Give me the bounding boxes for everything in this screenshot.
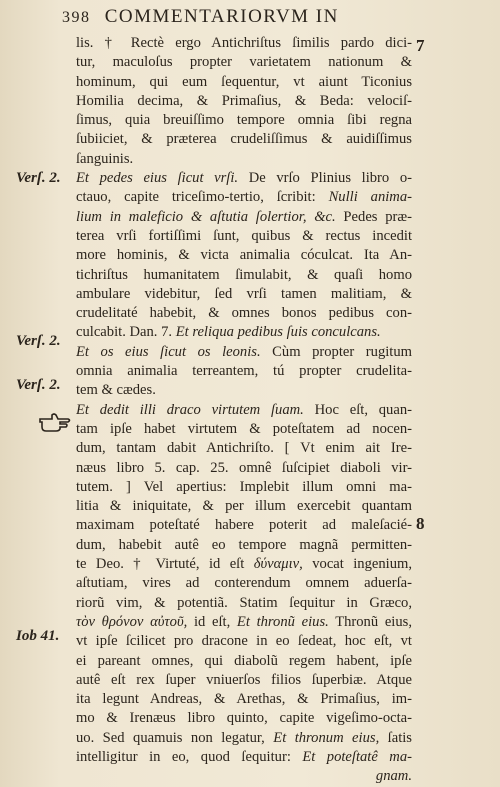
text-span: tur, maculoſus propter varietatem nationum & [76, 54, 412, 71]
text-span: ita legunt Andreas, & Arethas, & Primaſius, im- [76, 691, 412, 708]
text-span: more hominis, & victa animalia cóculcat. Ita An- [76, 247, 412, 264]
text-span: te Deo. † Virtuté, id eſt [76, 556, 254, 573]
text-line [76, 478, 412, 497]
text-span: autê eſt rex ſuper vniuerſos filios ſuperbiæ. Atque [76, 671, 412, 688]
italic-span: δύναμιν, [253, 556, 303, 573]
text-line [76, 285, 412, 304]
sidenote-vers-2-b: Verſ. 2. [16, 333, 61, 349]
margin-number: 7 [416, 36, 425, 55]
text-span: intelligitur in eo, quod ſequitur: [76, 748, 303, 765]
margin-number: 8 [416, 514, 425, 533]
text-line [76, 516, 412, 535]
italic-span: gnam. [375, 768, 412, 785]
text-line [76, 594, 412, 613]
text-span: ſanguinis. [76, 150, 134, 167]
text-line [76, 381, 412, 400]
text-line [76, 729, 412, 748]
text-line [76, 53, 412, 72]
text-line [76, 304, 412, 323]
italic-span: Et reliqua pedibus ſuis conculcans. [175, 324, 381, 341]
text-span: terea vrſi fortiſſimi ſunt, quibus & rectus incedit [76, 227, 412, 244]
running-title: COMMENTARIORVM IN [104, 6, 339, 27]
text-line [76, 439, 412, 458]
text-span: lis. † Rectè ergo Antichriſtus ſimilis pardo dici- [76, 35, 412, 51]
text-span: Thronũ eius, [328, 613, 412, 630]
text-line [76, 767, 412, 786]
text-line [76, 671, 412, 690]
text-span: ſimus, quia breuiſſimo tempore omnia ſibi regna [76, 112, 412, 129]
text-span: aſtutiam, vires ad conterendum omnem aduerſa- [76, 575, 412, 592]
text-line [76, 652, 412, 671]
text-span: ei pareant omnes, qui diabolũ regem habent, ipſe [76, 652, 412, 669]
text-line [76, 459, 412, 478]
text-line [76, 266, 412, 285]
text-line [76, 420, 412, 439]
text-span: dum, habebit autê eo tempore magnã permitten- [76, 536, 412, 553]
italic-span: Et poteſtatê ma- [302, 748, 412, 765]
running-header [62, 6, 462, 28]
text-line [76, 323, 412, 342]
text-line [76, 613, 412, 632]
text-span: næus libro 5. cap. 25. omnê ſuſcipiet diaboli vir- [76, 459, 412, 476]
text-line [76, 111, 412, 130]
text-line [76, 690, 412, 709]
text-span: omnia animalia terreantem, tú propter crudelita- [76, 363, 412, 380]
italic-span: Et pedes eius ſicut vrſi. [76, 170, 239, 187]
text-span: Homilia decima, & Primaſius, & Beda: velociſ- [76, 92, 412, 109]
text-line [76, 343, 412, 362]
text-line [76, 169, 412, 188]
italic-span: Nulli anima- [328, 189, 412, 206]
text-line [76, 362, 412, 381]
text-line [76, 401, 412, 420]
italic-span: τὸν θρόνον αὐτοῦ, [76, 613, 188, 630]
text-span: culcabit. Dan. 7. [76, 324, 176, 341]
text-line [76, 497, 412, 516]
text-line [76, 73, 412, 92]
italic-span: Et thronũ eius. [236, 613, 329, 630]
text-span: dum, tantam dabit Antichriſto. [ Vt enim ait Ire- [76, 440, 412, 457]
italic-span: Et thronum eius, [273, 729, 380, 746]
text-span: ſubiiciet, & præterea crudeliſſimus & auidiſſimus [76, 131, 412, 148]
text-line [76, 632, 412, 651]
text-body [76, 34, 412, 787]
text-span: mo & Irenæus libro quinto, capite vigeſimo-octa- [76, 710, 412, 727]
text-span: tichriſtus humanitatem ſimulabit, & quaſi homo [76, 266, 412, 283]
text-span: vt ipſe ſcilicet pro dracone in eo ſedeat, hoc eſt, vt [76, 633, 412, 650]
page-number: 398 [62, 9, 91, 26]
text-line [76, 34, 412, 53]
text-span: ctauo, capite triceſimo-tertio, ſcribit: [76, 189, 329, 206]
sidenote-vers-2-a: Verſ. 2. [16, 170, 61, 186]
text-line [76, 748, 412, 767]
text-span: litia & iniquitate, & per illum exercebit quantam [76, 498, 412, 515]
italic-span: Et dedit illi draco virtutem ſuam. [76, 401, 304, 418]
text-span: Cùm propter rugitum [260, 343, 412, 360]
text-span: tam ipſe habet virtutem & poteſtatem ad nocen- [76, 420, 412, 437]
text-line [76, 208, 412, 227]
text-line [76, 555, 412, 574]
text-line [76, 92, 412, 111]
sidenote-iob-41: Iob 41. [16, 628, 60, 644]
text-span: riorũ vim, & potentiã. Statim ſequitur in Græco, [76, 594, 412, 611]
text-line [76, 246, 412, 265]
text-span: crudelitaté habebit, & omnes bonos pedibus con- [76, 305, 412, 322]
text-line [76, 188, 412, 207]
text-line [76, 709, 412, 728]
text-span: ambulare videbitur, ſed vrſi tamen malitiam, & [76, 285, 412, 302]
text-span: uo. Sed quamuis non legatur, [76, 729, 274, 746]
text-span: Hoc eſt, quan- [303, 401, 412, 418]
text-span: maximam poteſtaté habere poterit ad maleſacié- [76, 517, 412, 534]
text-line [76, 227, 412, 246]
text-span: Pedes præ- [335, 208, 412, 225]
sidenote-vers-2-c: Verſ. 2. [16, 377, 61, 393]
italic-span: lium in maleficio & aſtutia ſolertior, &c. [76, 208, 336, 225]
text-span: De vrſo Plinius libro o- [238, 170, 412, 187]
text-line [76, 574, 412, 593]
text-line [76, 536, 412, 555]
text-span: ſatis [379, 729, 412, 746]
text-span: tem & cædes. [76, 382, 156, 399]
text-line [76, 150, 412, 169]
italic-span: Et os eius ſicut os leonis. [76, 343, 261, 360]
text-span: tutem. ] Vel apertius: Implebit illum omni ma- [76, 478, 412, 495]
manicule-icon [38, 411, 72, 433]
text-line [76, 130, 412, 149]
text-span: id eſt, [187, 613, 237, 630]
text-span: hominum, qui eum ſequentur, vt aiunt Ticonius [76, 73, 412, 90]
text-span: vocat ingenium, [302, 556, 412, 573]
